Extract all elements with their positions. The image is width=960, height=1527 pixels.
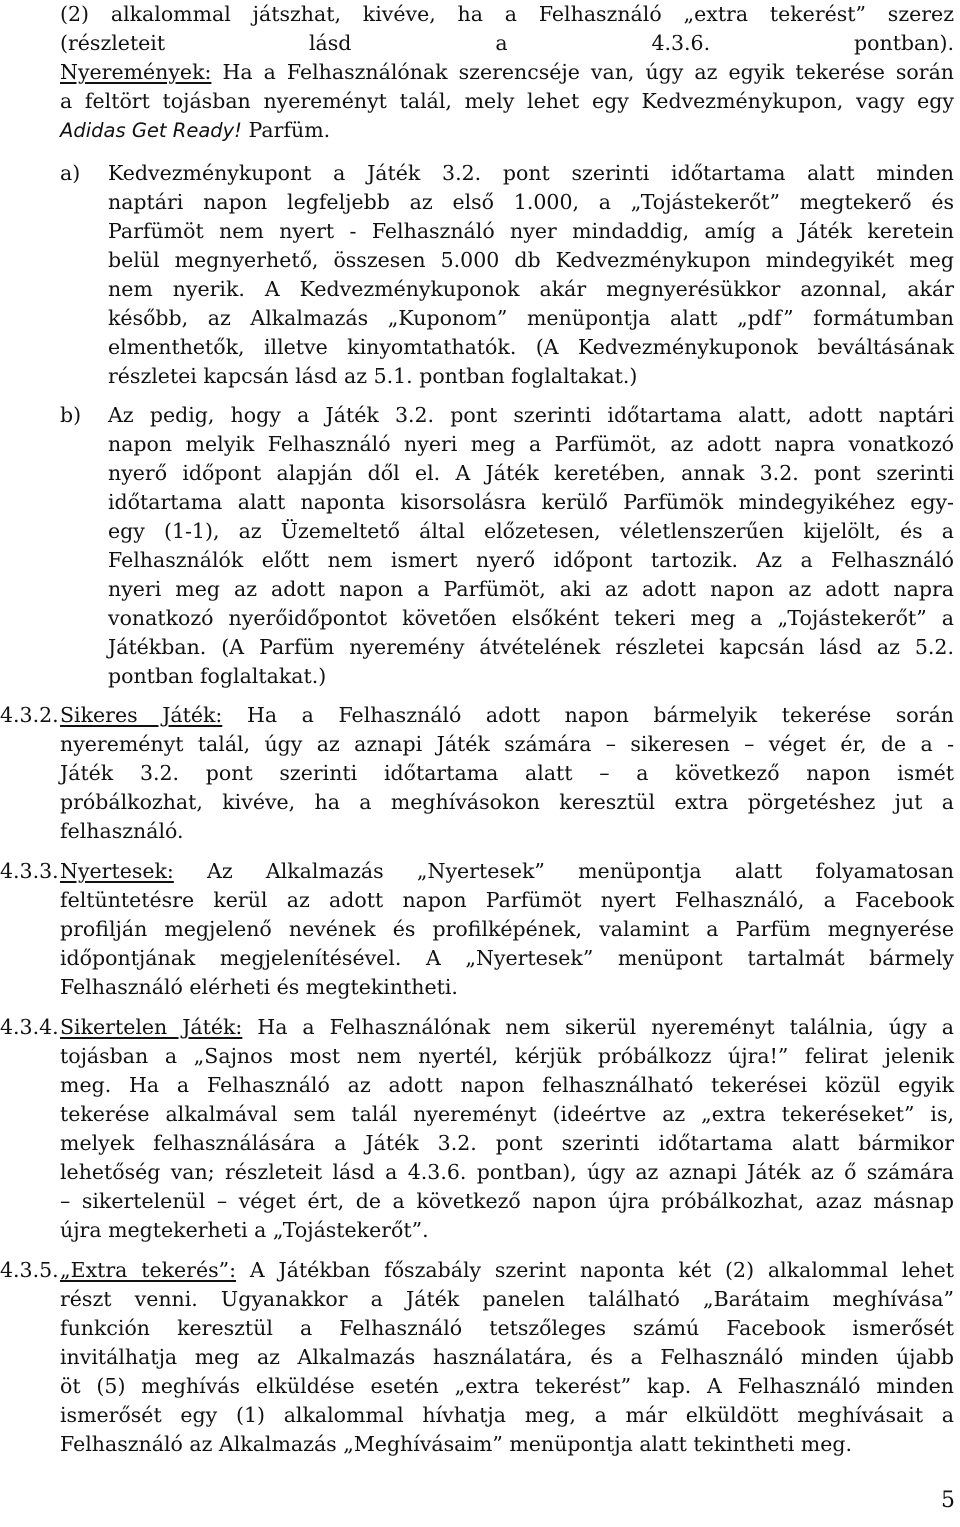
- paragraph-line: meg. Ha a Felhasználó az adott napon felhasználható tekerései közül egyik: [60, 1073, 954, 1097]
- paragraph-line: tojásban a „Sajnos most nem nyertél, kérjük próbálkozz újra!” felirat jelenik: [60, 1044, 954, 1068]
- list-marker: b): [60, 403, 82, 427]
- section-first-line: „Extra tekerés”: A Játékban főszabály szerint naponta két (2) alkalommal lehet: [60, 1258, 954, 1282]
- list-item-line: később, az Alkalmazás „Kuponom” menüpontja alatt „pdf” formátumban: [108, 306, 954, 330]
- list-item-line: vonatkozó nyerőidőpontot követően elsőként tekeri meg a „Tojástekerőt” a: [108, 606, 954, 630]
- section-label: „Extra tekerés”:: [60, 1258, 237, 1282]
- section-label: Sikertelen Játék:: [60, 1015, 243, 1039]
- list-item-line: Felhasználók előtt nem ismert nyerő időpont tartozik. Az a Felhasználó: [108, 548, 954, 572]
- paragraph-line: felhasználó.: [60, 819, 184, 843]
- paragraph-line: (részleteit lásd a 4.3.6. pontban).: [60, 31, 954, 55]
- paragraph-line: (2) alkalommal játszhat, kivéve, ha a Felhasználó „extra tekerést” szerez: [60, 2, 954, 26]
- paragraph-line: öt (5) meghívás elküldése esetén „extra tekerést” kap. A Felhasználó minden: [60, 1374, 954, 1398]
- list-item-line: elmenthetők, illetve kinyomtathatók. (A Kedvezménykuponok beváltásának: [108, 335, 954, 359]
- paragraph-line: profilján megjelenő nevének és profilképének, valamint a Parfüm megnyerése: [60, 917, 954, 941]
- paragraph-line: tekerése alkalmával sem talál nyereményt (ideértve az „extra tekeréseket” is,: [60, 1102, 954, 1126]
- section-first-line: Nyertesek: Az Alkalmazás „Nyertesek” menüpontja alatt folyamatosan: [60, 859, 954, 883]
- list-item-line: nem nyerik. A Kedvezménykuponok akár megnyerésükkor azonnal, akár: [108, 277, 954, 301]
- section-label: Nyertesek:: [60, 859, 174, 883]
- paragraph-line: Játék 3.2. pont szerinti időtartama alatt – a következő napon ismét: [60, 761, 954, 785]
- section-label-nyeremenyek: Nyeremények:: [60, 60, 212, 84]
- list-item-line: Az pedig, hogy a Játék 3.2. pont szerinti időtartama alatt, adott naptári: [108, 403, 954, 427]
- paragraph-line: Felhasználó elérheti és megtekintheti.: [60, 975, 458, 999]
- paragraph-line: – sikertelenül – véget ért, de a következő napon újra próbálkozhat, azaz másnap: [60, 1189, 954, 1213]
- list-item-line: egy (1-1), az Üzemeltető által előzetesen, véletlenszerűen kijelölt, és a: [108, 519, 954, 543]
- paragraph-line: nyereményt talál, úgy az aznapi Játék számára – sikeresen – véget ér, de a -: [60, 732, 954, 756]
- list-item-line: pontban foglaltakat.): [108, 664, 327, 688]
- list-item-line: naptári napon legfeljebb az első 1.000, a „Tojástekerőt” megtekerő és: [108, 190, 954, 214]
- paragraph-line: Nyeremények: Ha a Felhasználónak szerencséje van, úgy az egyik tekerése során: [60, 60, 954, 84]
- paragraph-line: Felhasználó az Alkalmazás „Meghívásaim” menüpontja alatt tekintheti meg.: [60, 1432, 852, 1456]
- page-number: 5: [941, 1488, 955, 1513]
- paragraph-line: Adidas Get Ready! Parfüm.: [60, 118, 331, 142]
- list-item-line: napon melyik Felhasználó nyeri meg a Parfümöt, az adott napra vonatkozó: [108, 432, 954, 456]
- paragraph-line: részt venni. Ugyanakkor a Játék panelen található „Barátaim meghívása”: [60, 1287, 954, 1311]
- paragraph-line: lehetőség van; részleteit lásd a 4.3.6. pontban), úgy az aznapi Játék az ő számára: [60, 1160, 954, 1184]
- list-item-line: belül megnyerhető, összesen 5.000 db Kedvezménykupon mindegyikét meg: [108, 248, 954, 272]
- product-name: Adidas Get Ready!: [60, 119, 243, 142]
- list-item-line: részletei kapcsán lásd az 5.1. pontban foglaltakat.): [108, 364, 638, 388]
- section-number: 4.3.3.: [0, 859, 59, 883]
- list-item-line: Kedvezménykupont a Játék 3.2. pont szerinti időtartama alatt minden: [108, 161, 954, 185]
- paragraph-line: a feltört tojásban nyereményt talál, mely lehet egy Kedvezménykupon, vagy egy: [60, 89, 954, 113]
- paragraph-line: feltüntetésre kerül az adott napon Parfümöt nyert Felhasználó, a Facebook: [60, 888, 954, 912]
- section-first-line: Sikertelen Játék: Ha a Felhasználónak nem sikerül nyereményt találnia, úgy a: [60, 1015, 955, 1039]
- section-number: 4.3.4.: [0, 1015, 59, 1039]
- list-item-line: időtartama alatt naponta kisorsolásra kerülő Parfümök mindegyikéhez egy-: [108, 490, 954, 514]
- list-item-line: Játékban. (A Parfüm nyeremény átvételének részletei kapcsán lásd az 5.2.: [108, 635, 954, 659]
- section-label: Sikeres Játék:: [60, 703, 223, 727]
- section-number: 4.3.2.: [0, 703, 59, 727]
- paragraph-line: funkción keresztül a Felhasználó tetszőleges számú Facebook ismerősét: [60, 1316, 954, 1340]
- paragraph-line: újra megtekerheti a „Tojástekerőt”.: [60, 1218, 429, 1242]
- paragraph-line: melyek felhasználására a Játék 3.2. pont szerinti időtartama alatt bármikor: [60, 1131, 954, 1155]
- section-number: 4.3.5.: [0, 1258, 59, 1282]
- section-first-line: Sikeres Játék: Ha a Felhasználó adott napon bármelyik tekerése során: [60, 703, 954, 727]
- paragraph-line: invitálhatja meg az Alkalmazás használatára, és a Felhasználó minden újabb: [60, 1345, 954, 1369]
- list-item-line: nyeri meg az adott napon a Parfümöt, aki az adott napon az adott napra: [108, 577, 954, 601]
- paragraph-line: időpontjának megjelenítésével. A „Nyertesek” menüpont tartalmát bármely: [60, 946, 954, 970]
- list-item-line: Parfümöt nem nyert - Felhasználó nyer mindaddig, amíg a Játék keretein: [108, 219, 954, 243]
- list-marker: a): [60, 161, 81, 185]
- paragraph-line: próbálkozhat, kivéve, ha a meghívásokon keresztül extra pörgetéshez jut a: [60, 790, 954, 814]
- paragraph-line: ismerősét egy (1) alkalommal hívhatja meg, a már elküldött meghívásait a: [60, 1403, 954, 1427]
- list-item-line: nyerő időpont alapján dől el. A Játék keretében, annak 3.2. pont szerinti: [108, 461, 954, 485]
